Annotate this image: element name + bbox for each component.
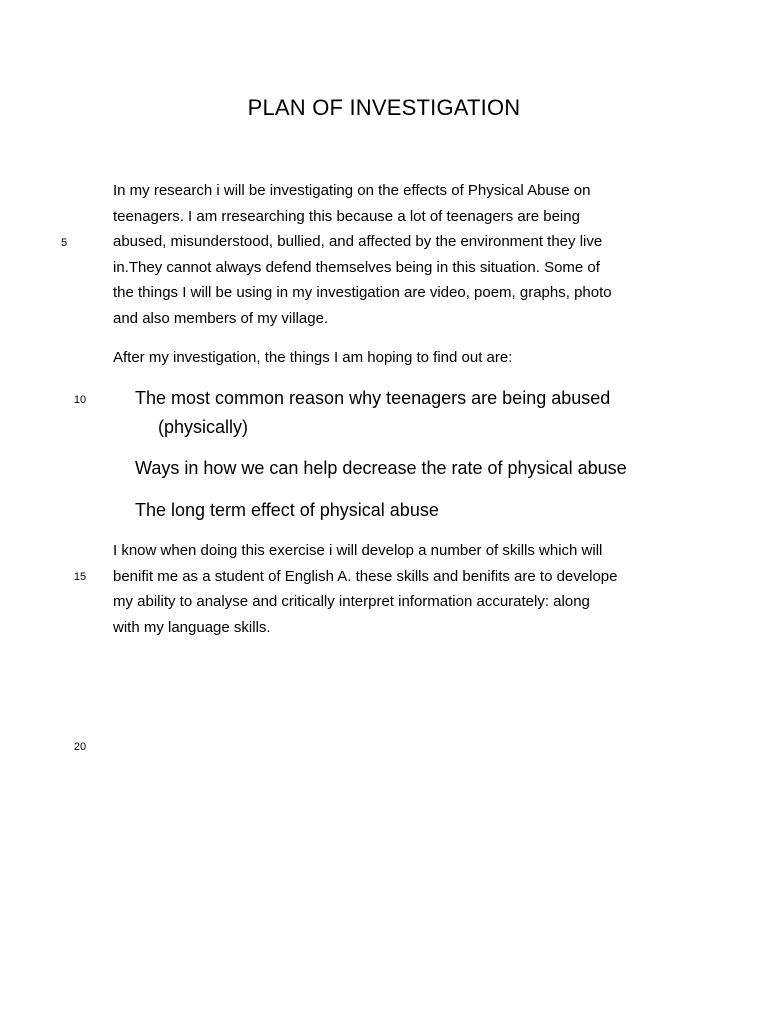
paragraph-line: the things I will be using in my investigation are video, poem, graphs, photo [113,284,612,302]
lead-paragraph [113,345,673,371]
paragraph-line: abused, misunderstood, bullied, and affected by the environment they live [113,233,603,251]
paragraph-line: and also members of my village. [113,309,329,327]
line-number: 10 [73,394,87,406]
list-item-continuation: (physically) [158,417,249,437]
paragraph-line: benifit me as a student of English A. these skills and benifits are to develope [113,567,618,585]
paragraph-line: teenagers. I am rresearching this because a lot of teenagers are being [113,207,580,225]
paragraph-line: After my investigation, the things I am hoping to find out are: [113,349,513,366]
list-item-text: The long term effect of physical abuse [135,500,439,520]
closing-paragraph [113,538,673,640]
list-item-text: The most common reason why teenagers are being abused [135,388,611,408]
line-number: 20 [73,741,87,753]
paragraph-line: with my language skills. [113,618,271,636]
line-number: 15 [73,571,87,583]
line-number: 5 [60,237,68,249]
list-item [135,454,627,483]
paragraph-line: In my research i will be investigating on the effects of Physical Abuse on [113,182,591,199]
list-item [135,496,439,525]
list-item-text: Ways in how we can help decrease the rate of physical abuse [135,458,627,478]
paragraph-line: in.They cannot always defend themselves being in this situation. Some of [113,258,600,276]
intro-paragraph [113,178,673,332]
list-item [135,384,610,442]
paragraph-line: my ability to analyse and critically interpret information accurately: along [113,593,590,611]
document-title: PLAN OF INVESTIGATION [247,95,521,120]
paragraph-line: I know when doing this exercise i will develop a number of skills which will [113,542,603,559]
